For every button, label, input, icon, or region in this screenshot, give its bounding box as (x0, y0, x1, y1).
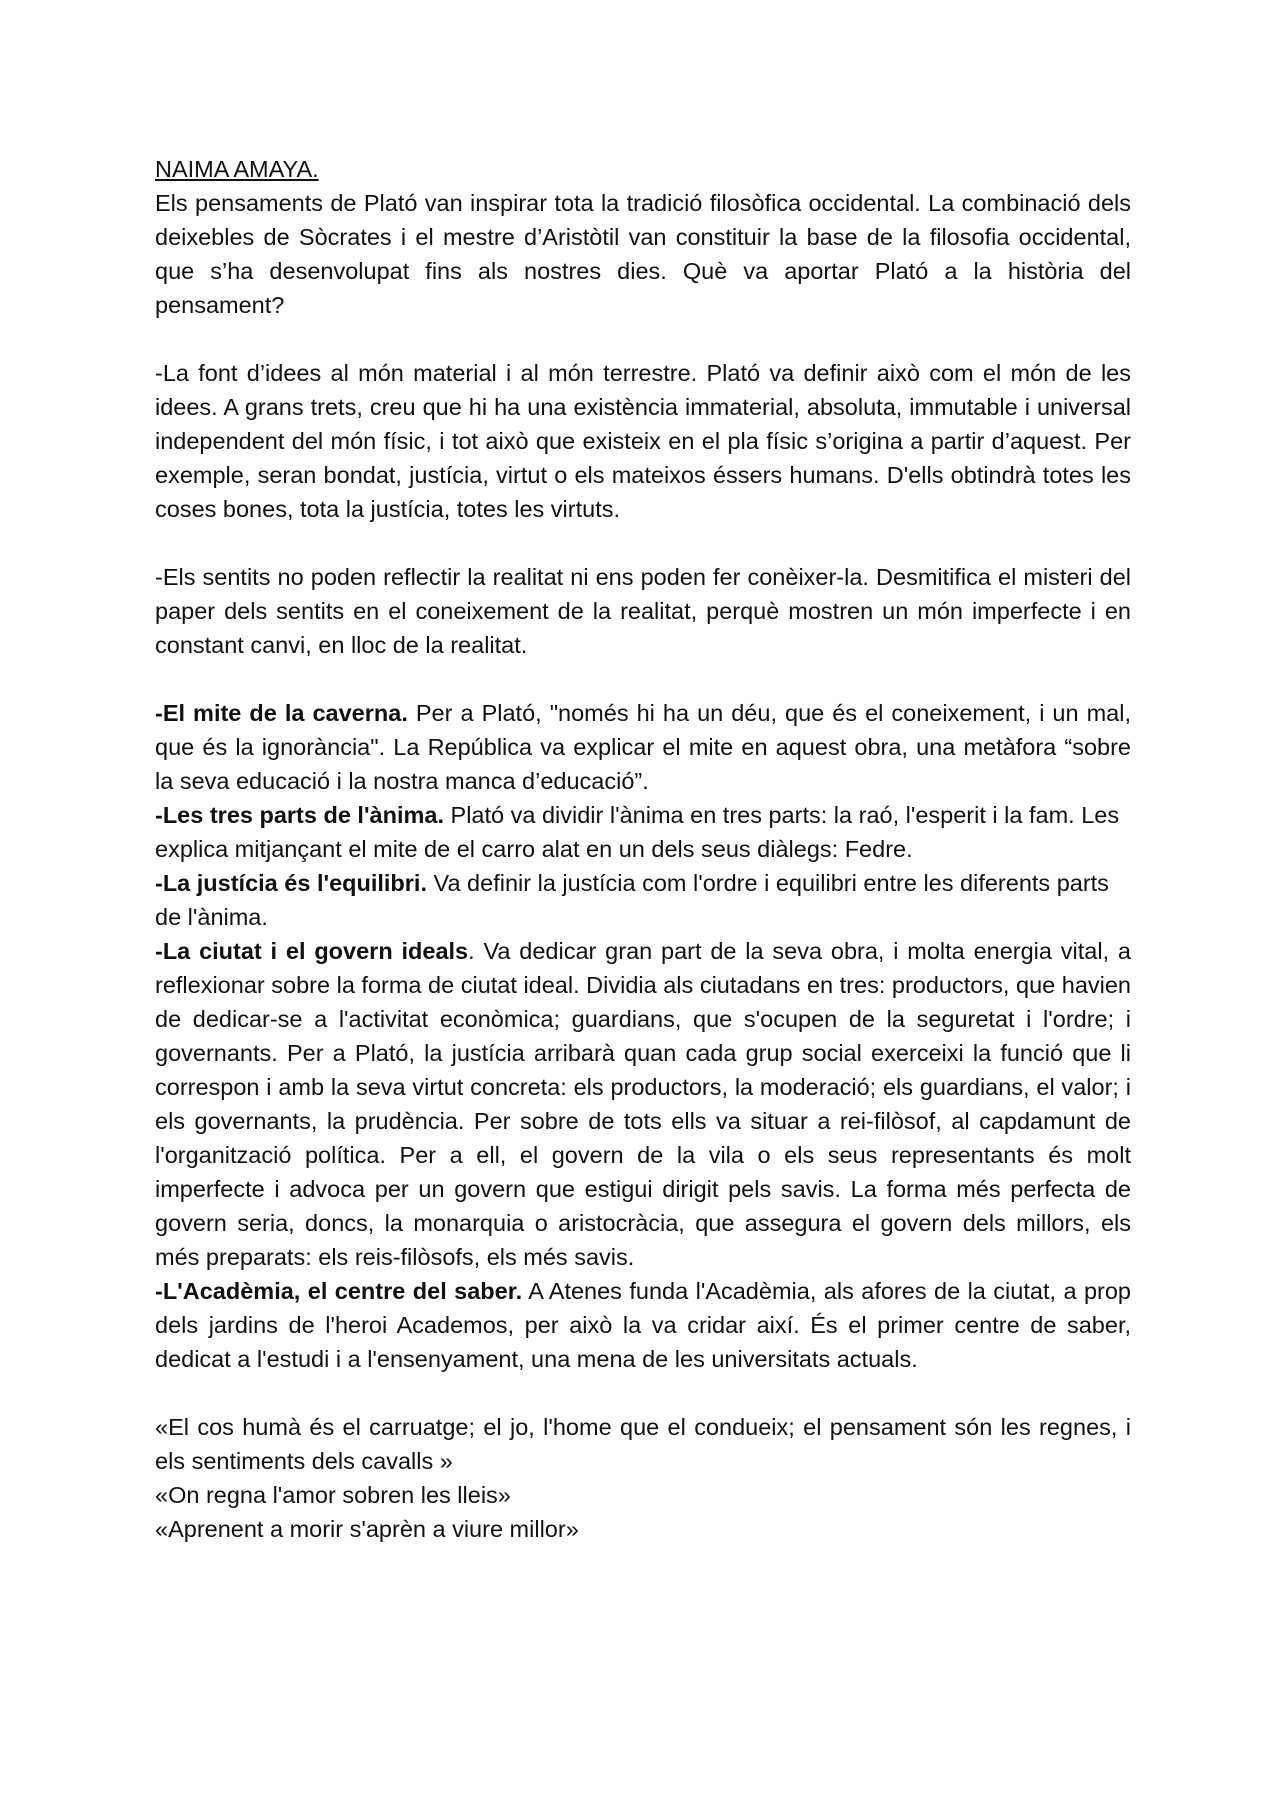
soul-title: -Les tres parts de l'ànima. (155, 802, 444, 828)
spacer (155, 662, 1131, 696)
ideas-paragraph: -La font d’idees al món material i al món terrestre. Plató va definir això com el món de les idees. A grans trets, creu que hi ha una existència immaterial, absoluta, immutable i universal independent del món físic, i tot això que existeix en el pla físic s’origina a partir d’aquest. Per exemple, seran bondat, justícia, virtut o els mateixos éssers humans. D'ells obtindrà totes les coses bones, tota la justícia, totes les virtuts. (155, 360, 1131, 522)
quote-2: «On regna l'amor sobren les lleis» (155, 1482, 511, 1508)
soul-text: Plató va dividir l'ànima en tres parts: la raó, l'esperit i la fam. Les explica mitjançant el mite de el carro alat en un dels seus diàlegs: Fedre. (155, 802, 1120, 862)
justice-title: -La justícia és l'equilibri. (155, 870, 427, 896)
justice-text: Va definir la justícia com l'ordre i equilibri entre les diferents parts de l'ànima. (155, 870, 1109, 930)
academy-text: A Atenes funda l'Acadèmia, als afores de la ciutat, a prop dels jardins de l'heroi Academos, per això la va cridar així. És el primer centre de saber, dedicat a l'estudi i a l'ensenyament, una mena de les universitats actuals. (155, 1278, 1131, 1372)
document-page (155, 152, 1131, 1546)
city-text: . Va dedicar gran part de la seva obra, i molta energia vital, a reflexionar sobre la forma de ciutat ideal. Dividia als ciutadans en tres: productors, que havien de dedicar-se a l'activitat econòmica; guardians, que s'ocupen de la seguretat i l'ordre; i governants. Per a Plató, la justícia arribarà quan cada grup social exerceixi la funció que li correspon i amb la seva virtut concreta: els productors, la moderació; els guardians, el valor; i els governants, la prudència. Per sobre de tots ells va situar a rei-filòsof, al capdamunt de l'organització política. Per a ell, el govern de la vila o els seus representants és molt imperfecte i advoca per un govern que estigui dirigit pels savis. La forma més perfecta de govern seria, doncs, la monarquia o aristocràcia, que assegura el govern dels millors, els més preparats: els reis-filòsofs, els més savis. (155, 938, 1131, 1270)
justice-paragraph (155, 866, 1131, 934)
city-title: -La ciutat i el govern ideals (155, 938, 469, 964)
spacer (155, 1376, 1131, 1410)
academy-title: -L'Acadèmia, el centre del saber. (155, 1278, 523, 1304)
senses-paragraph: -Els sentits no poden reflectir la realitat ni ens poden fer conèixer-la. Desmitifica el misteri del paper dels sentits en el coneixement de la realitat, perquè mostren un món imperfecte i en constant canvi, en lloc de la realitat. (155, 564, 1131, 658)
cave-text: Per a Plató, "només hi ha un déu, que és el coneixement, i un mal, que és la ignorància". La República va explicar el mite en aquest obra, una metàfora “sobre la seva educació i la nostra manca d’educació”. (155, 700, 1131, 794)
quote-3: «Aprenent a morir s'aprèn a viure millor» (155, 1516, 579, 1542)
intro-paragraph: Els pensaments de Plató van inspirar tota la tradició filosòfica occidental. La combinació dels deixebles de Sòcrates i el mestre d’Aristòtil van constituir la base de la filosofia occidental, que s’ha desenvolupat fins als nostres dies. Què va aportar Plató a la història del pensament? (155, 190, 1131, 318)
quote-1: «El cos humà és el carruatge; el jo, l'home que el condueix; el pensament són les regnes, i els sentiments dels cavalls » (155, 1414, 1131, 1474)
spacer (155, 526, 1131, 560)
city-paragraph (155, 934, 1131, 1274)
author-name: NAIMA AMAYA. (155, 156, 319, 182)
soul-paragraph (155, 798, 1131, 866)
academy-paragraph (155, 1274, 1131, 1376)
cave-paragraph (155, 696, 1131, 798)
spacer (155, 322, 1131, 356)
cave-title: -El mite de la caverna. (155, 700, 408, 726)
